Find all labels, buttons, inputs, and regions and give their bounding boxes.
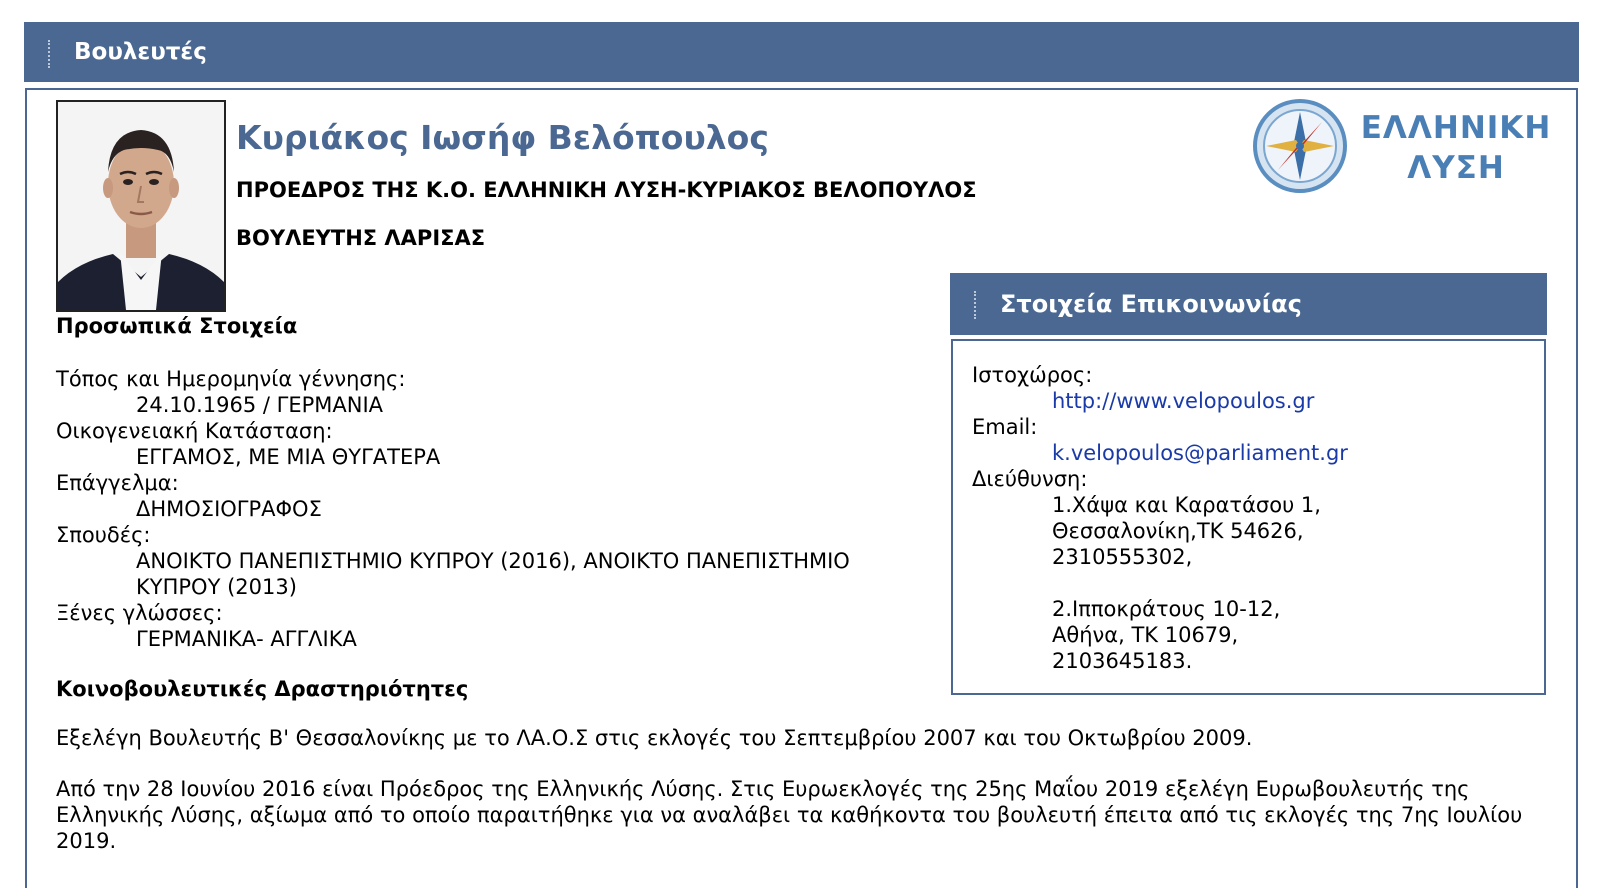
activities-paragraph-2: Από την 28 Ιουνίου 2016 είναι Πρόεδρος της Ελληνικής Λύσης. Στις Ευρωεκλογές της 25ης Μαΐου 2019 εξελέγη Ευρωβουλευτής της Ελληνικής Λύσης, αξίωμα από το οποίο παραιτήθηκε για να αναλάβει τα καθήκοντα του βουλευτή έπειτα από τις εκλογές της 7ης Ιουλίου 2019. [56, 777, 1523, 853]
profession-label: Επάγγελμα: [56, 471, 179, 495]
page-title: Βουλευτές [74, 39, 207, 65]
compass-icon [1252, 98, 1352, 198]
mp-photo [56, 100, 226, 312]
activities-paragraph-1: Εξελέγη Βουλευτής Β' Θεσσαλονίκης με το ΛΑ.Ο.Σ στις εκλογές του Σεπτεμβρίου 2007 και του Οκτωβρίου 2009. [56, 726, 1253, 750]
personal-info-title: Προσωπικά Στοιχεία [56, 314, 298, 338]
website-link[interactable]: http://www.velopoulos.gr [1052, 389, 1315, 413]
profession-value: ΔΗΜΟΣΙΟΓΡΑΦΟΣ [136, 497, 322, 521]
address-2-line-1: 2.Ιπποκράτους 10-12, [1052, 597, 1281, 621]
party-logo-text [1358, 108, 1554, 188]
drag-handle-icon [48, 40, 52, 68]
address-2-line-3: 2103645183. [1052, 649, 1193, 673]
email-link[interactable]: k.velopoulos@parliament.gr [1052, 441, 1348, 465]
email-label: Email: [972, 415, 1038, 439]
birth-label: Τόπος και Ημερομηνία γέννησης: [56, 367, 406, 391]
party-logo-line1: ΕΛΛΗΝΙΚΗ [1360, 110, 1552, 146]
address-1-line-3: 2310555302, [1052, 545, 1193, 569]
birth-value: 24.10.1965 / ΓΕΡΜΑΝΙΑ [136, 393, 384, 417]
address-spacer [972, 570, 1532, 596]
languages-value: ΓΕΡΜΑΝΙΚΑ- ΑΓΓΛΙΚΑ [136, 627, 357, 651]
studies-value: ΑΝΟΙΚΤΟ ΠΑΝΕΠΙΣΤΗΜΙΟ ΚΥΠΡΟΥ (2016), ΑΝΟΙΚΤΟ ΠΑΝΕΠΙΣΤΗΜΙΟ ΚΥΠΡΟΥ (2013) [136, 549, 850, 599]
personal-info-list [56, 366, 926, 652]
mp-name: Κυριάκος Ιωσήφ Βελόπουλος [236, 118, 769, 157]
contact-header-bar [950, 273, 1547, 335]
address-2-line-2: Αθήνα, ΤΚ 10679, [1052, 623, 1239, 647]
contact-title: Στοιχεία Επικοινωνίας [1000, 290, 1302, 318]
address-1-line-1: 1.Χάψα και Καρατάσου 1, [1052, 493, 1321, 517]
languages-label: Ξένες γλώσσες: [56, 601, 223, 625]
website-label: Ιστοχώρος: [972, 363, 1093, 387]
contact-list [972, 362, 1532, 674]
drag-handle-icon [974, 291, 978, 319]
party-logo-line2: ΛΥΣΗ [1407, 150, 1505, 186]
address-1-line-2: Θεσσαλονίκη,ΤΚ 54626, [1052, 519, 1304, 543]
studies-label: Σπουδές: [56, 523, 151, 547]
mp-role-secondary: ΒΟΥΛΕΥΤΗΣ ΛΑΡΙΣΑΣ [236, 226, 486, 250]
family-status-value: ΕΓΓΑΜΟΣ, ΜΕ ΜΙΑ ΘΥΓΑΤΕΡΑ [136, 445, 441, 469]
address-label: Διεύθυνση: [972, 467, 1088, 491]
activities-title: Κοινοβουλευτικές Δραστηριότητες [56, 677, 469, 701]
mp-role-primary: ΠΡΟΕΔΡΟΣ ΤΗΣ Κ.Ο. ΕΛΛΗΝΙΚΗ ΛΥΣΗ-ΚΥΡΙΑΚΟΣ ΒΕΛΟΠΟΥΛΟΣ [236, 178, 977, 202]
page-header-bar [24, 22, 1579, 82]
family-status-label: Οικογενειακή Κατάσταση: [56, 419, 333, 443]
